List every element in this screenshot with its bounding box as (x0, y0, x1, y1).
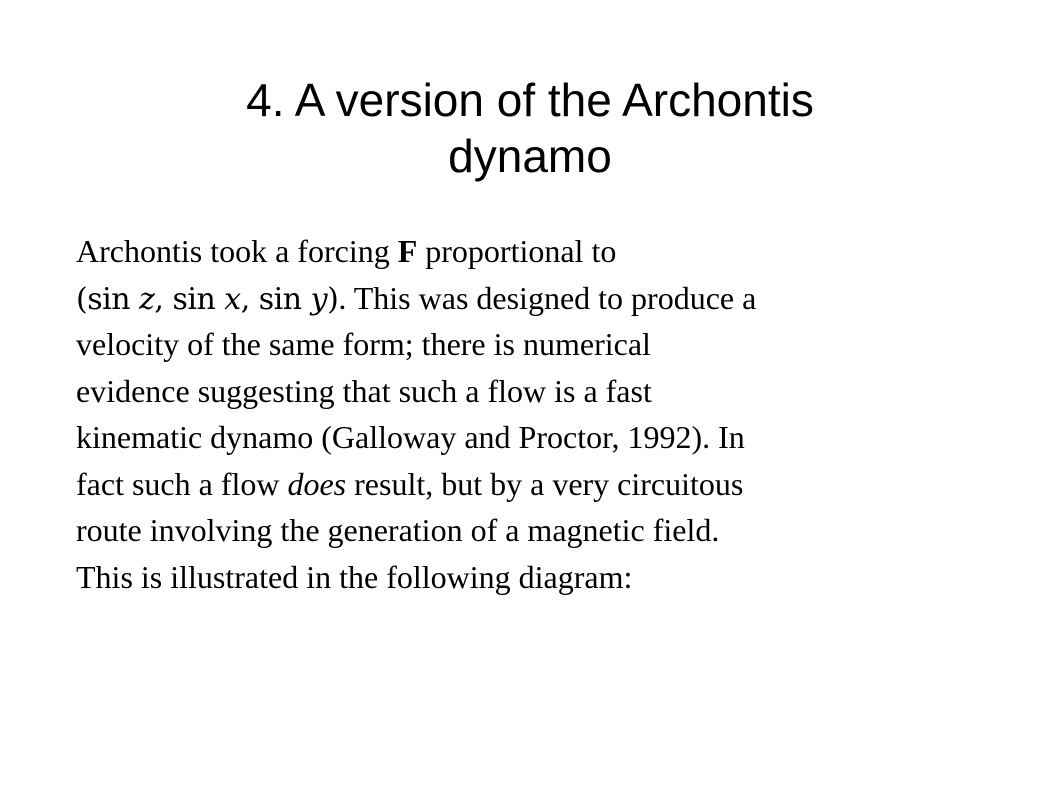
forcing-expression (76, 282, 338, 317)
emphasis-does: does (287, 465, 347, 502)
math-part: ) (327, 281, 339, 317)
text-segment: Archontis took a forcing (76, 233, 398, 269)
slide-title (60, 72, 1000, 184)
body-line-5: kinematic dynamo (Galloway and Proctor, 1992). In (76, 419, 745, 455)
forcing-symbol: F (397, 233, 418, 269)
title-line-1: 4. A version of the Archontis (246, 74, 814, 126)
text-segment: fact such a flow (76, 465, 288, 502)
math-variable-x: x (224, 281, 241, 317)
body-line-1 (76, 228, 1036, 275)
body-line-3: velocity of the same form; there is numerical (76, 326, 651, 362)
body-line-7: route involving the generation of a magnetic field. (76, 512, 720, 548)
text-segment: . This was designed to produce a (338, 279, 757, 316)
math-part: , sin (154, 281, 225, 317)
body-paragraph (76, 228, 1036, 600)
math-variable-y: y (310, 281, 328, 317)
body-line-2 (76, 275, 1036, 322)
math-part: , sin (240, 281, 311, 317)
body-line-8: This is illustrated in the following diagram: (76, 558, 633, 595)
title-line-2: dynamo (448, 130, 612, 182)
body-line-6 (76, 461, 1036, 508)
text-segment: result, but by a very circuitous (346, 465, 744, 502)
body-line-4: evidence suggesting that such a flow is a fast (76, 372, 652, 409)
math-variable-z: z (139, 281, 155, 317)
text-segment: proportional to (417, 233, 617, 269)
math-part: (sin (76, 281, 140, 317)
